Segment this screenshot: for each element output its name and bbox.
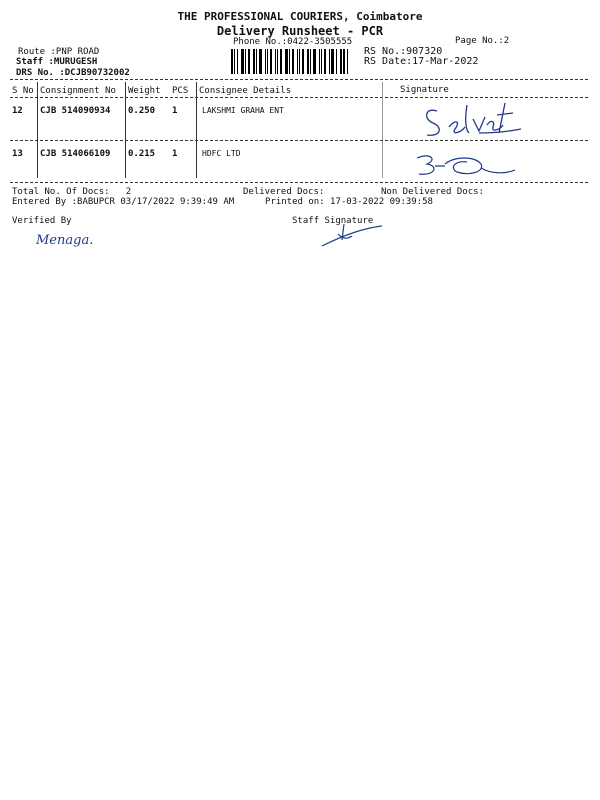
column-divider: [196, 82, 197, 178]
barcode-bar: [265, 49, 266, 74]
barcode-bar: [277, 49, 278, 74]
barcode-bar: [275, 49, 276, 74]
barcode-bar: [329, 49, 330, 74]
runsheet-title: Delivery Runsheet - PCR: [216, 24, 384, 38]
barcode-bar: [256, 49, 257, 74]
row-pcs: 1: [172, 106, 178, 116]
company-title: THE PROFESSIONAL COURIERS, Coimbatore: [177, 10, 423, 23]
barcode-bar: [297, 49, 298, 74]
barcode-bar: [302, 49, 304, 74]
staff-signature-label: Staff Signature: [292, 216, 374, 226]
divider: [10, 140, 588, 141]
row-consignment: CJB 514066109: [40, 149, 111, 159]
entered-by: Entered By :BABUPCR 03/17/2022 9:39:49 AM: [12, 197, 235, 207]
printed-on: Printed on: 17-03-2022 09:39:58: [265, 197, 433, 207]
verifier-signature: Menaga.: [36, 233, 94, 248]
column-signature: Signature: [400, 85, 449, 95]
barcode-bar: [307, 49, 309, 74]
column-divider: [37, 82, 38, 178]
barcode-bar: [347, 49, 348, 74]
barcode-bar: [248, 49, 250, 74]
barcode-bar: [234, 49, 235, 74]
barcode-bar: [285, 49, 288, 74]
barcode-bar: [270, 49, 272, 74]
barcode-bar: [292, 49, 294, 74]
barcode-bar: [313, 49, 316, 74]
row-weight: 0.250: [128, 106, 156, 116]
column-weight: Weight: [128, 86, 161, 96]
row-consignee: LAKSHMI GRAHA ENT: [202, 106, 284, 115]
phone-number: Phone No.:0422-3505555: [233, 37, 353, 47]
staff-signature: [318, 220, 388, 250]
barcode-bar: [310, 49, 311, 74]
column-divider: [125, 82, 126, 178]
row-pcs: 1: [172, 149, 178, 159]
barcode-bar: [319, 49, 320, 74]
barcode-bar: [267, 49, 268, 74]
barcode-bar: [253, 49, 255, 74]
row-consignment: CJB 514090934: [40, 106, 111, 116]
divider: [10, 79, 588, 80]
row-consignee: HDFC LTD: [202, 149, 241, 158]
column-pcs: PCS: [172, 86, 189, 96]
barcode-bar: [289, 49, 290, 74]
drs-number: DRS No. :DCJB90732002: [16, 68, 130, 78]
column-divider: [382, 82, 383, 178]
barcode-bar: [321, 49, 322, 74]
staff-name: Staff :MURUGESH: [16, 57, 98, 67]
divider: [10, 182, 588, 183]
column-consignment: Consignment No: [40, 86, 116, 96]
barcode-bar: [343, 49, 345, 74]
row-sno: 13: [12, 149, 23, 159]
barcode-bar: [340, 49, 342, 74]
barcode-bar: [280, 49, 282, 74]
rs-number: RS No.:907320: [364, 46, 443, 57]
non-delivered-docs: Non Delivered Docs:: [381, 187, 484, 197]
barcode-bar: [245, 49, 246, 74]
column-consignee: Consignee Details: [199, 86, 292, 96]
row-sno: 12: [12, 106, 23, 116]
barcode: [231, 49, 351, 74]
row-weight: 0.215: [128, 149, 156, 159]
consignee-signature-1: [415, 97, 525, 141]
rs-date: RS Date:17-Mar-2022: [364, 56, 479, 67]
barcode-bar: [324, 49, 326, 74]
barcode-bar: [241, 49, 244, 74]
barcode-bar: [299, 49, 300, 74]
barcode-bar: [259, 49, 262, 74]
delivered-docs: Delivered Docs:: [243, 187, 325, 197]
verified-by-label: Verified By: [12, 216, 72, 226]
page-number: Page No.:2: [455, 36, 510, 46]
barcode-bar: [237, 49, 238, 74]
total-docs: Total No. Of Docs: 2: [12, 187, 132, 197]
column-sno: S No: [12, 86, 34, 96]
barcode-bar: [231, 49, 233, 74]
barcode-bar: [331, 49, 334, 74]
consignee-signature-2: [405, 150, 525, 180]
barcode-bar: [336, 49, 337, 74]
route: Route :PNP ROAD: [18, 47, 100, 57]
